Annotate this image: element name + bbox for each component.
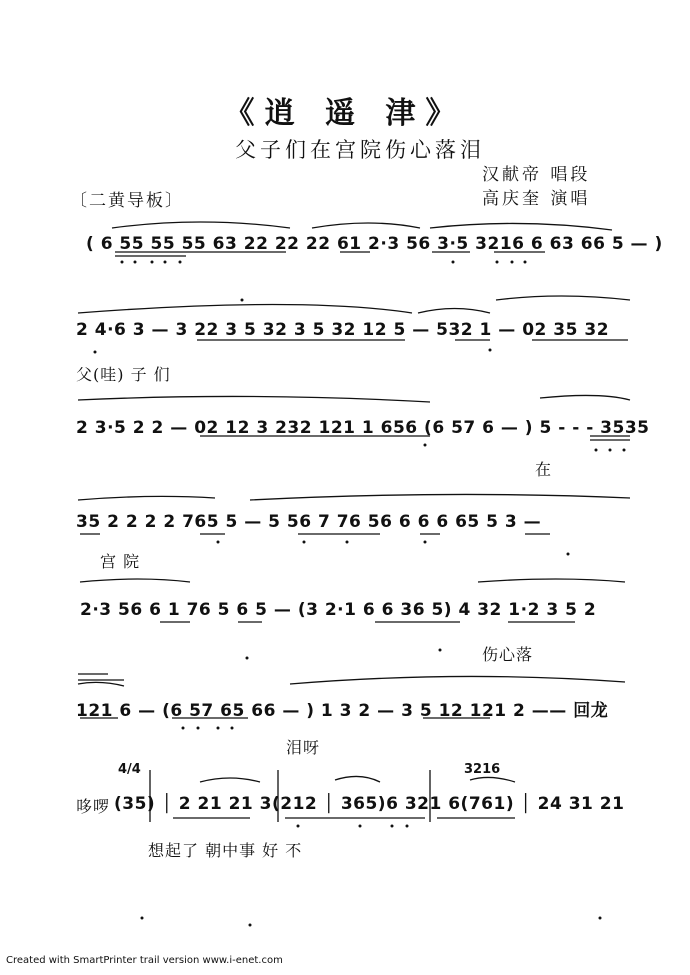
notation-row-4: 35 2 2 2 2 765 5 — 5 56 7 76 56 6 6 6 65 5 3 — bbox=[76, 512, 542, 532]
time-signature: 4/4 bbox=[118, 762, 141, 777]
role-credit: 汉献帝 唱段 bbox=[482, 165, 591, 185]
mode-label: 〔二黄导板〕 bbox=[70, 191, 184, 211]
notation-row-1: ( 6 55 55 55 63 22 22 22 61 2·3 56 3·5 3216 6 63 66 5 — ) bbox=[86, 234, 663, 254]
lyric-row-4: 宫 院 bbox=[100, 552, 141, 571]
piece-subtitle: 父子们在宫院伤心落泪 bbox=[235, 138, 485, 162]
notation-row-2: 2 4·6 3 — 3 22 3 5 32 3 5 32 12 5 — 532 1 — 02 35 32 bbox=[76, 320, 610, 340]
lyric-row-3: 在 bbox=[535, 460, 553, 479]
lyric-row-2: 父(哇) 子 们 bbox=[76, 365, 171, 384]
notation-row-7: (35) │ 2 21 21 3(212 │ 365)6 321 6(761) │ 24 31 21 bbox=[114, 794, 625, 814]
row-7-prefix: 哆啰 bbox=[76, 797, 111, 816]
piece-title: 《逍 遥 津》 bbox=[224, 96, 466, 131]
lyric-row-6: 泪呀 bbox=[286, 738, 321, 757]
singer-credit: 高庆奎 演唱 bbox=[482, 189, 591, 209]
notation-row-5: 2·3 56 6 1 76 5 6 5 — (3 2·1 6 6 36 5) 4 32 1·2 3 5 2 bbox=[80, 600, 597, 620]
lyric-row-5: 伤心落 bbox=[482, 645, 534, 664]
ornament-figure: 3216 bbox=[464, 762, 501, 777]
footer-credit: Created with SmartPrinter trail version www.i-enet.com bbox=[6, 955, 283, 966]
notation-row-6: 121 6 — (6 57 65 66 — ) 1 3 2 — 3 5 12 121 2 —— 回龙 bbox=[76, 701, 609, 721]
lyric-row-7: 想起了 朝中事 好 不 bbox=[148, 841, 303, 860]
notation-row-3: 2 3·5 2 2 — 02 12 3 232 121 1 656 (6 57 6 — ) 5 - - - 3535 bbox=[76, 418, 650, 438]
